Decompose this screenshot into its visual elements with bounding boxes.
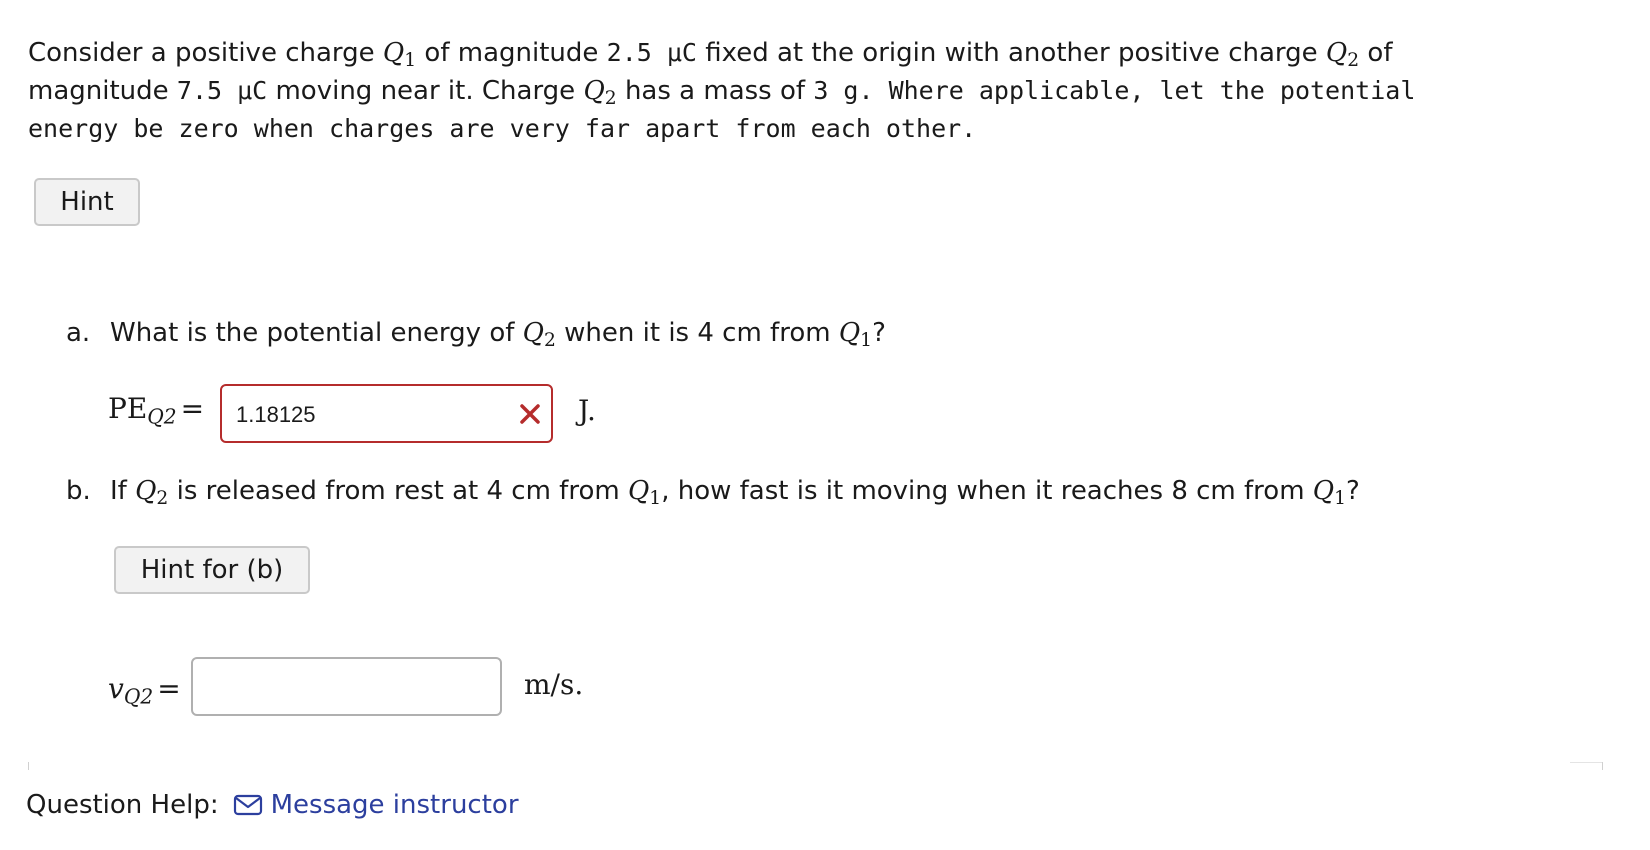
symbol-q1: $Q_1$ — [1312, 476, 1347, 510]
symbol-q2: $Q_2$ — [135, 476, 169, 510]
envelope-icon[interactable] — [233, 793, 263, 817]
answer-input-a[interactable] — [220, 384, 553, 443]
answer-input-b[interactable] — [191, 657, 502, 716]
answer-a-value: 1.18125 — [236, 402, 316, 427]
divider-tick-left — [28, 762, 29, 770]
x-mark-icon — [517, 400, 543, 428]
question-help — [26, 790, 519, 820]
intro-text: Consider a positive charge — [28, 38, 383, 68]
q1-magnitude: 2.5 μC — [606, 38, 697, 67]
divider-line — [1570, 762, 1602, 763]
hint-b-button-label: Hint for (b) — [140, 555, 284, 585]
hint-b-button[interactable] — [114, 546, 310, 594]
q2-mass: 3 g — [813, 76, 859, 105]
question-a-label: a. — [66, 318, 91, 348]
symbol-q1: $Q_1$ — [382, 38, 417, 72]
symbol-q2: $Q_2$ — [522, 318, 556, 352]
hint-button[interactable] — [34, 178, 140, 226]
unit-b: m/s. — [524, 668, 584, 701]
symbol-q2: $Q_2$ — [583, 76, 617, 110]
question-a: a. What is the potential energy of $Q_2$ when it is 4 cm from $Q_1$? — [66, 318, 886, 352]
hint-button-label: Hint — [60, 187, 114, 217]
pe-q2-label: $PE_{Q2}$ = — [108, 392, 205, 429]
symbol-q2: $Q_2$ — [1325, 38, 1360, 72]
question-b: b. If $Q_2$ is released from rest at 4 cm from $Q_1$, how fast is it moving when it reaches 8 cm from $Q_1$? — [66, 476, 1360, 510]
symbol-q1: $Q_1$ — [838, 318, 873, 352]
question-help-label: Question Help: — [26, 790, 219, 820]
question-b-label: b. — [66, 476, 91, 506]
q2-magnitude: 7.5 μC — [176, 76, 268, 105]
unit-a: J. — [578, 394, 596, 427]
symbol-q1: $Q_1$ — [627, 476, 662, 510]
message-instructor-link[interactable]: Message instructor — [270, 790, 519, 820]
divider-tick-right — [1602, 762, 1603, 770]
problem-statement: Consider a positive charge $Q_1$ of magnitude 2.5 μC fixed at the origin with another positive charge $Q_2$ of magnitude 7.5 μC moving near it. Charge $Q_2$ has a mass of 3 g. Where applicable, let the potential energy be zero when charges are very far apart from each other. — [28, 38, 1416, 143]
v-q2-label: $v_{Q2}$ = — [108, 672, 181, 709]
